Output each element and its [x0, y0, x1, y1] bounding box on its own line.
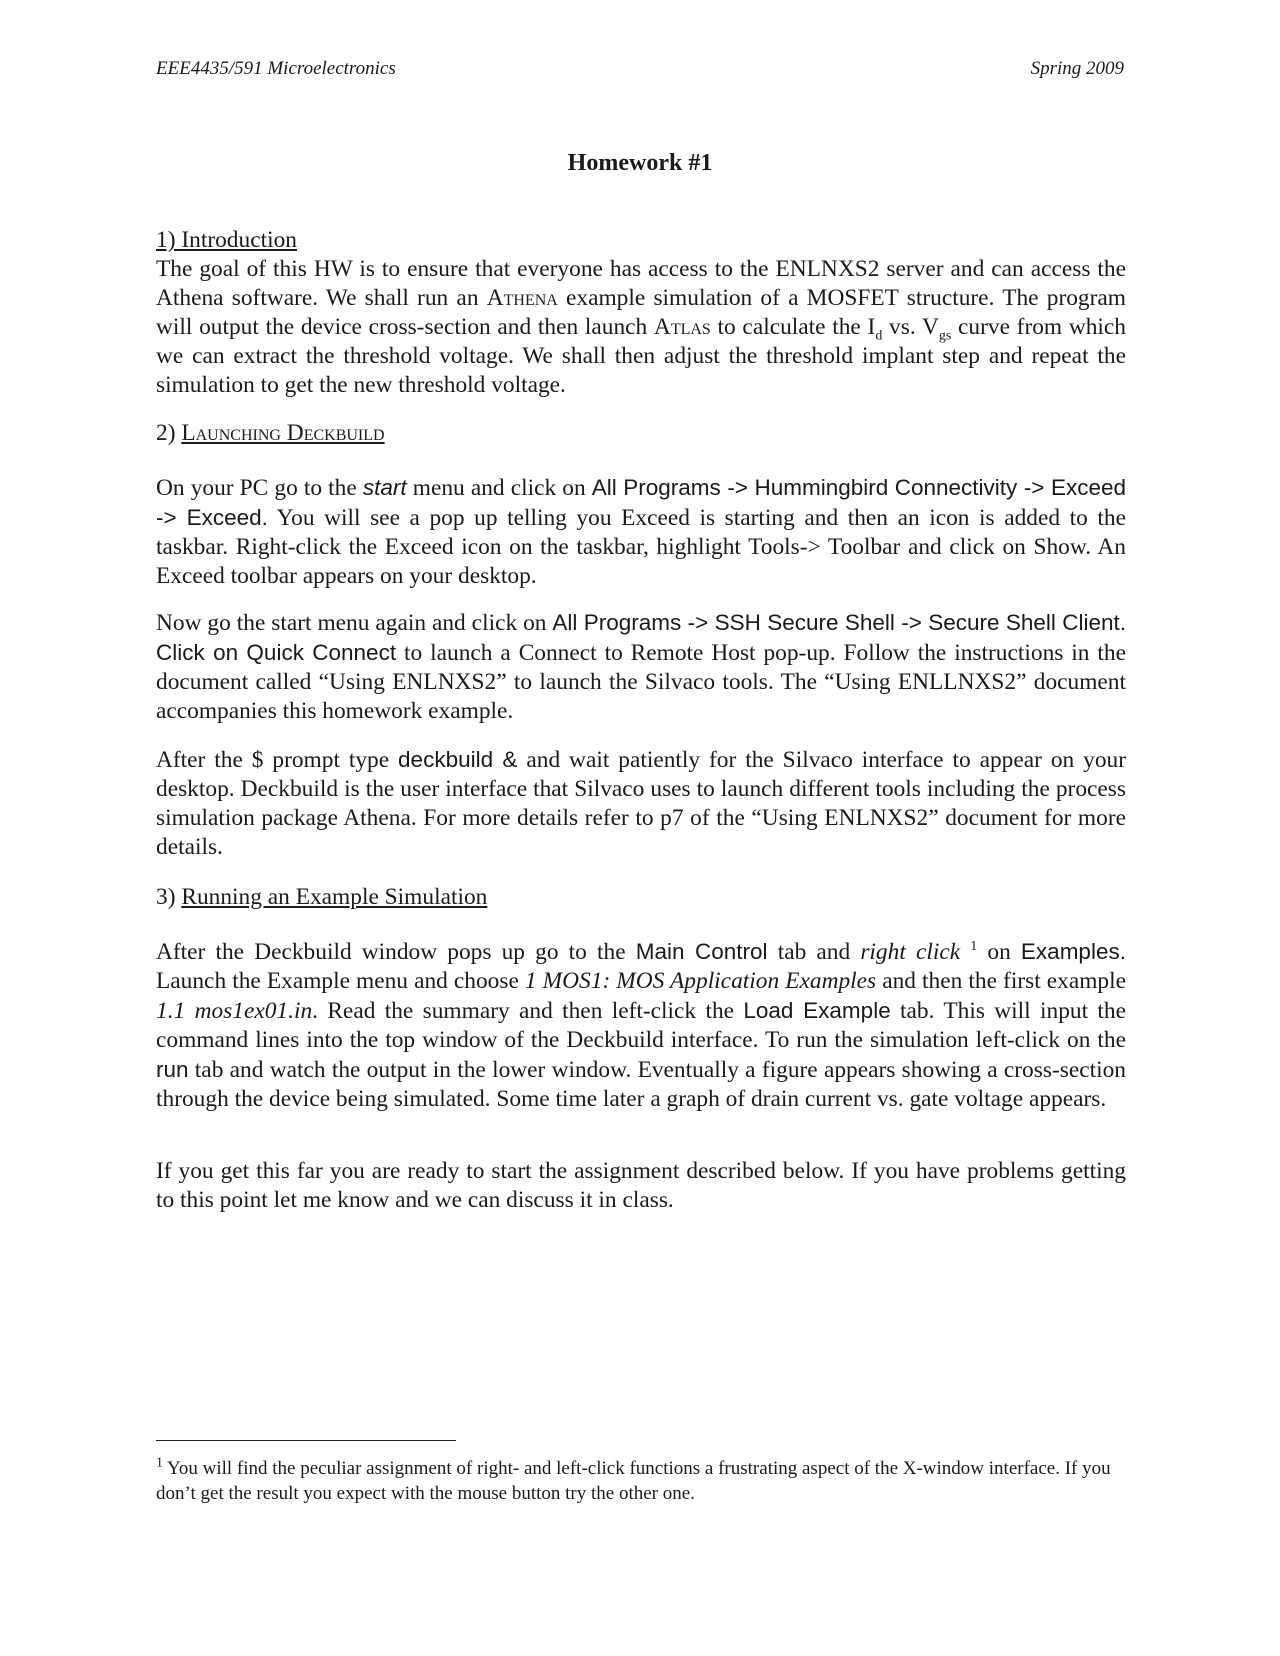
text: . Read the summary and then left-click the — [312, 998, 744, 1024]
intro-text-1: The goal of this HW is to ensure that everyone has access to the ENLNXS2 server and can access the Athena software. We shall run an — [156, 256, 1126, 311]
start-menu-term: start — [362, 475, 407, 500]
run-term: run — [156, 1057, 189, 1082]
intro-text-4: vs. V — [882, 314, 939, 340]
footnote-divider — [156, 1440, 456, 1441]
text: You will see a pop up telling you Exceed is starting and then an icon is added to the taskbar. Right-click the Exceed icon on the taskbar, highlight Tools-> Toolbar and click on Show. An Exceed toolbar appears on your desktop. — [156, 505, 1126, 589]
text: After the Deckbuild window pops up go to the — [156, 939, 636, 965]
text: tab and watch the output in the lower window. Eventually a figure appears showing a cross-section through the device being simulated. Some time later a graph of drain current vs. gate voltage appears. — [156, 1057, 1126, 1112]
intro-paragraph — [156, 255, 1126, 400]
exceed-menu-path: All Programs -> Hummingbird Connectivity -> Exceed -> Exceed. — [156, 475, 1127, 530]
text: After the $ prompt type — [156, 747, 399, 773]
text: On your PC go to the — [156, 475, 363, 501]
text: on — [977, 939, 1021, 965]
header-term: Spring 2009 — [1030, 58, 1124, 79]
intro-text-3: to calculate the I — [710, 314, 876, 340]
text: Now go the start menu again and click on — [156, 610, 553, 636]
running-paragraph-1 — [156, 937, 1126, 1114]
right-click-term: right click — [860, 939, 961, 965]
subscript-gs: gs — [938, 328, 952, 344]
examples-term: Examples. — [1020, 939, 1126, 964]
load-example-term: Load Example — [743, 998, 891, 1023]
section-heading-introduction: 1) Introduction — [156, 227, 297, 253]
text: and then the first example — [876, 968, 1126, 994]
section-heading-running: Running an Example Simulation — [181, 884, 488, 910]
intro-text-5: curve from which we can extract the threshold voltage. We shall then adjust the threshold implant step and repeat the simulation to get the new threshold voltage. — [156, 314, 1126, 398]
atlas-term: Atlas — [653, 314, 711, 340]
footnote-text: You will find the peculiar assignment of right- and left-click functions a frustrating aspect of the X-window interface. If you don’t get the result you expect with the mouse button try the other one. — [156, 1458, 1111, 1504]
launching-paragraph-3 — [156, 745, 1126, 862]
page-title: Homework #1 — [567, 150, 713, 176]
main-control-term: Main Control — [635, 939, 768, 964]
footnote-mark: 1 — [156, 1455, 163, 1471]
text: to launch a Connect to Remote Host pop-up. Follow the instructions in the document called “Using ENLNXS2” to launch the Silvaco tools. The “Using ENLLNXS2” document accompanies this homework example. — [156, 640, 1126, 724]
example-file-term: 1.1 mos1ex01.in — [156, 998, 313, 1024]
text: Launch the Example menu and choose — [156, 968, 525, 994]
section-number: 3) — [156, 884, 182, 910]
closing-text: If you get this far you are ready to start the assignment described below. If you have problems getting to this point let me know and we can discuss it in class. — [156, 1158, 1126, 1213]
text: and wait patiently for the Silvaco interface to appear on your desktop. Deckbuild is the user interface that Silvaco uses to launch different tools including the process simulation package Athena. For more details refer to p7 of the “Using ENLNXS2” document for more details. — [156, 747, 1127, 860]
text: tab and — [767, 939, 861, 965]
section-launching — [156, 419, 1126, 448]
ssh-menu-path: All Programs -> SSH Secure Shell -> Secure Shell Client. Click on Quick Connect — [156, 610, 1126, 665]
section-heading-launching: Launching Deckbuild — [181, 420, 385, 446]
launching-paragraph-2 — [156, 608, 1126, 726]
header-course: EEE4435/591 Microelectronics — [156, 58, 396, 79]
text: menu and click on — [406, 475, 592, 501]
deckbuild-command: deckbuild & — [398, 747, 518, 772]
section-running — [156, 883, 1126, 912]
mos1-menu-term: 1 MOS1: MOS Application Examples — [524, 968, 877, 994]
intro-text-2: example simulation of a MOSFET structure. The program will output the device cross-section and then launch — [156, 285, 1126, 340]
running-paragraph-2 — [156, 1157, 1126, 1215]
footnote-reference: 1 — [970, 939, 978, 955]
text: tab. This will input the command lines into the top window of the Deckbuild interface. To run the simulation left-click on the — [156, 998, 1126, 1053]
athena-term: Athena — [486, 285, 558, 311]
footnote — [156, 1456, 1126, 1506]
launching-paragraph-1 — [156, 473, 1126, 591]
subscript-d: d — [875, 328, 883, 344]
section-introduction — [156, 226, 1126, 400]
section-number: 2) — [156, 420, 182, 446]
